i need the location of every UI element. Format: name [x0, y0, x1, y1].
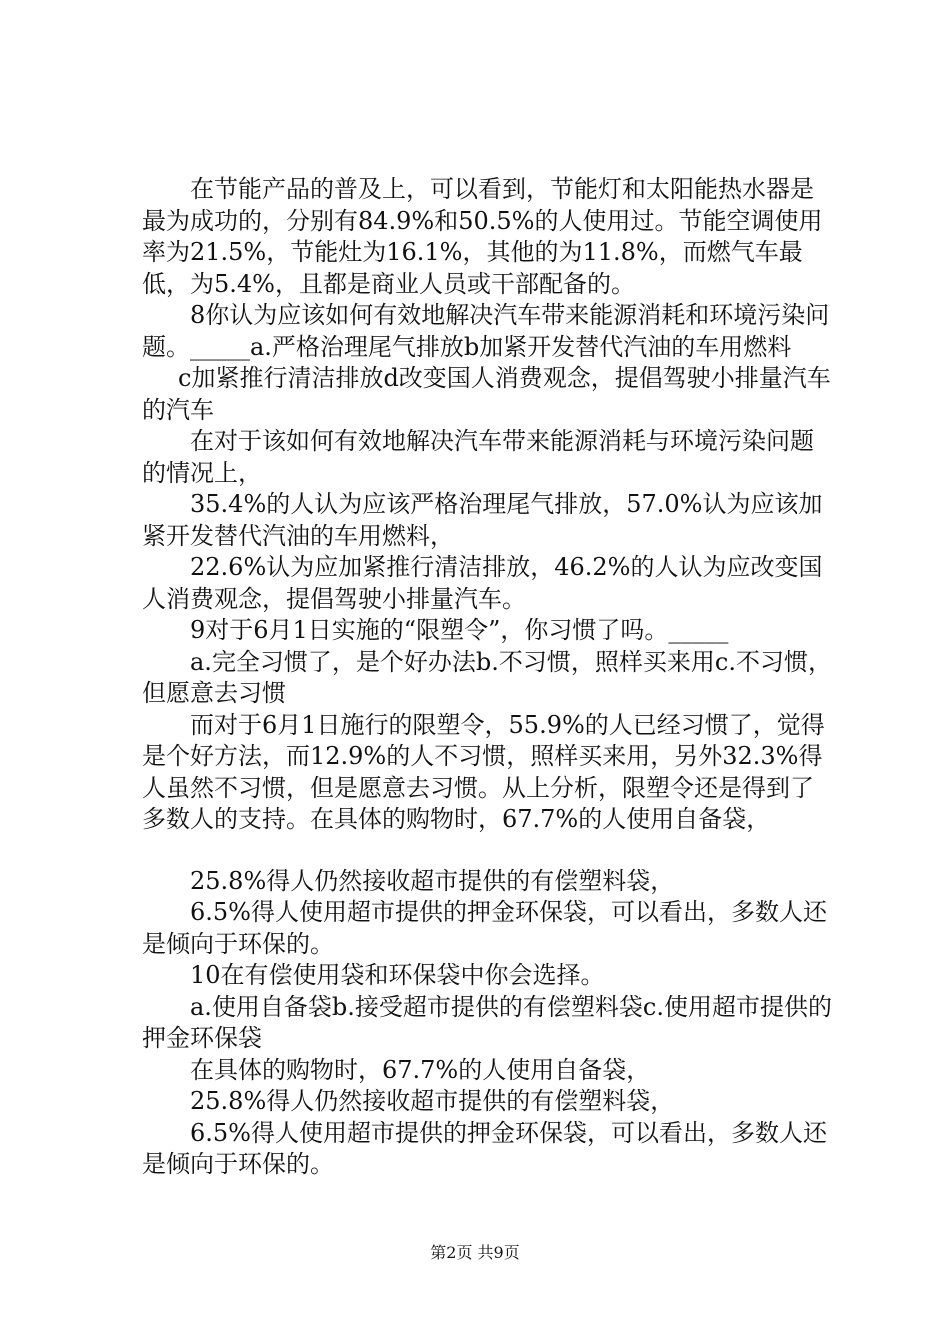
document-body	[142, 174, 832, 1181]
paragraph-question-9-analysis: 而对于6月1日施行的限塑令，55.9%的人已经习惯了，觉得是个好方法，而12.9%的人不习惯，照样买来用，另外32.3%得人虽然不习惯，但是愿意去习惯。从上分析，限塑令还是得到了多数人的支持。在具体的购物时，67.7%的人使用自备袋，	[142, 710, 825, 833]
paragraph-question-8-intro: 在对于该如何有效地解决汽车带来能源消耗与环境污染问题的情况上，	[142, 427, 814, 487]
paragraph-energy-products: 在节能产品的普及上，可以看到，节能灯和太阳能热水器是最为成功的，分别有84.9%和50.5%的人使用过。节能空调使用率为21.5%，节能灶为16.1%，其他的为11.8%，而燃气车最低，为5.4%，且都是商业人员或干部配备的。	[142, 175, 823, 298]
paragraph-question-9-options: a.完全习惯了，是个好办法b.不习惯，照样买来用c.不习惯，但愿意去习惯	[142, 647, 832, 707]
paragraph-question-8-result-1: 35.4%的人认为应该严格治理尾气排放，57.0%认为应该加紧开发替代汽油的车用燃料，	[142, 490, 823, 550]
paragraph-question-8-result-2: 22.6%认为应加紧推行清洁排放，46.2%的人认为应改变国人消费观念，提倡驾驶小排量汽车。	[142, 553, 823, 613]
paragraph-question-10: 10在有偿使用袋和环保袋中你会选择。	[190, 961, 605, 989]
paragraph-question-10-result-2: 25.8%得人仍然接收超市提供的有偿塑料袋，	[190, 1087, 675, 1115]
paragraph-question-8: 8你认为应该如何有效地解决汽车带来能源消耗和环境污染问题。_____a.严格治理尾气排放b加紧开发替代汽油的车用燃料	[142, 301, 830, 361]
paragraph-plastic-bag-result-1: 25.8%得人仍然接收超市提供的有偿塑料袋，	[190, 866, 675, 895]
paragraph-question-10-result-3: 6.5%得人使用超市提供的押金环保袋，可以看出，多数人还是倾向于环保的。	[142, 1118, 827, 1178]
page-number-footer: 第2页 共9页	[430, 1243, 520, 1262]
paragraph-question-10-result-1: 在具体的购物时，67.7%的人使用自备袋，	[190, 1055, 651, 1084]
paragraph-question-8-options: c加紧推行清洁排放d改变国人消费观念，提倡驾驶小排量汽车的汽车	[142, 364, 831, 424]
paragraph-question-9: 9对于6月1日实施的“限塑令”，你习惯了吗。_____	[190, 616, 729, 644]
paragraph-question-10-options: a.使用自备袋b.接受超市提供的有偿塑料袋c.使用超市提供的押金环保袋	[142, 992, 832, 1052]
paragraph-plastic-bag-result-2: 6.5%得人使用超市提供的押金环保袋，可以看出，多数人还是倾向于环保的。	[142, 898, 827, 958]
